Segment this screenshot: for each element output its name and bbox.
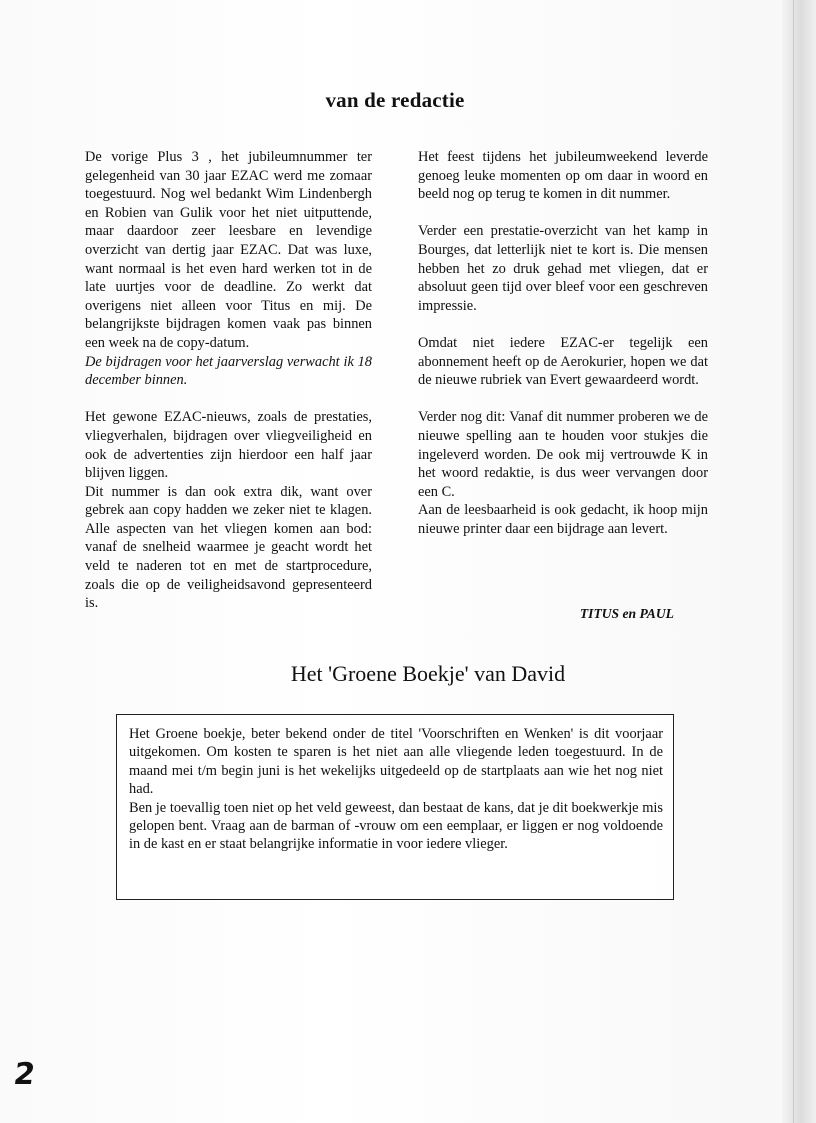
right-column: [418, 148, 708, 538]
right-paragraph-3: Omdat niet iedere EZAC-er tegelijk een abonnement heeft op de Aerokurier, hopen we dat de nieuwe rubriek van Evert gewaardeerd wordt.: [418, 334, 708, 389]
boxed-article: [116, 714, 674, 900]
right-paragraph-1: Het feest tijdens het jubileumweekend leverde genoeg leuke momenten op om daar in woord en beeld nog op terug te komen in dit nummer.: [418, 149, 708, 203]
page-title: van de redactie: [325, 88, 465, 112]
section-subtitle: Het 'Groene Boekje' van David: [290, 661, 566, 686]
left-italic-note: De bijdragen voor het jaarverslag verwacht ik 18 december binnen.: [85, 353, 372, 389]
left-paragraph-3: Dit nummer is dan ook extra dik, want over gebrek aan copy hadden we zeker niet te klagen. Alle aspecten van het vliegen komen aan bod: vanaf de snelheid waarmee je geacht wordt het veld te naderen tot en met de startprocedure, zoals die op de veiligheidsavond gepresenteerd is.: [85, 483, 372, 612]
page-number: 2: [11, 1057, 38, 1092]
left-column: [85, 148, 372, 613]
right-paragraph-5: Aan de leesbaarheid is ook gedacht, ik hoop mijn nieuwe printer daar een bijdrage aan levert.: [418, 502, 708, 537]
right-paragraph-4: Verder nog dit: Vanaf dit nummer proberen we de nieuwe spelling aan te houden voor stukjes die ingeleverd worden. De ook mij vertrouwde K in het woord redaktie, is dus weer vervangen door een C.: [418, 409, 708, 500]
binding-edge-line: [793, 0, 794, 1123]
left-paragraph-2: Het gewone EZAC-nieuws, zoals de prestaties, vliegverhalen, bijdragen over vliegveiligheid en ook de advertenties zijn hierdoor een half jaar blijven liggen.: [85, 409, 372, 482]
left-paragraph-1: De vorige Plus 3 , het jubileumnummer ter gelegenheid van 30 jaar EZAC werd me zomaar toegestuurd. Nog wel bedankt Wim Lindenbergh en Robien van Gulik voor het niet uitputtende, maar daardoor zeer leesbare en levendige overzicht van dertig jaar EZAC. Dat was luxe, want normaal is het even hard werken tot in de late uurtjes voor de deadline. Zo werkt dat overigens niet alleen voor Titus en mij. De belangrijkste bijdragen komen vaak pas binnen een week na de copy-datum.: [85, 149, 372, 351]
signature: TITUS en PAUL: [579, 606, 674, 621]
box-paragraph-1: Het Groene boekje, beter bekend onder de titel 'Voorschriften en Wenken' is dit voorjaar uitgekomen. Om kosten te sparen is het niet aan alle vliegende leden toegestuurd. In de maand mei t/m begin juni is het wekelijks uitgedeeld op de startplaats aan wie het nog niet had.: [129, 726, 663, 798]
box-paragraph-2: Ben je toevallig toen niet op het veld geweest, dan bestaat de kans, dat je dit boekwerkje mis gelopen bent. Vraag aan de barman of -vrouw om een eemplaar, er liggen er nog voldoende in de kast en er staat belangrijke informatie in voor iedere vlieger.: [129, 799, 663, 853]
right-paragraph-2: Verder een prestatie-overzicht van het kamp in Bourges, dat letterlijk niet te kort is. Die mensen hebben het zo druk gehad met vliegen, dat er absoluut geen tijd over bleef voor een geschreven impressie.: [418, 223, 708, 314]
binding-spine: [782, 0, 816, 1123]
